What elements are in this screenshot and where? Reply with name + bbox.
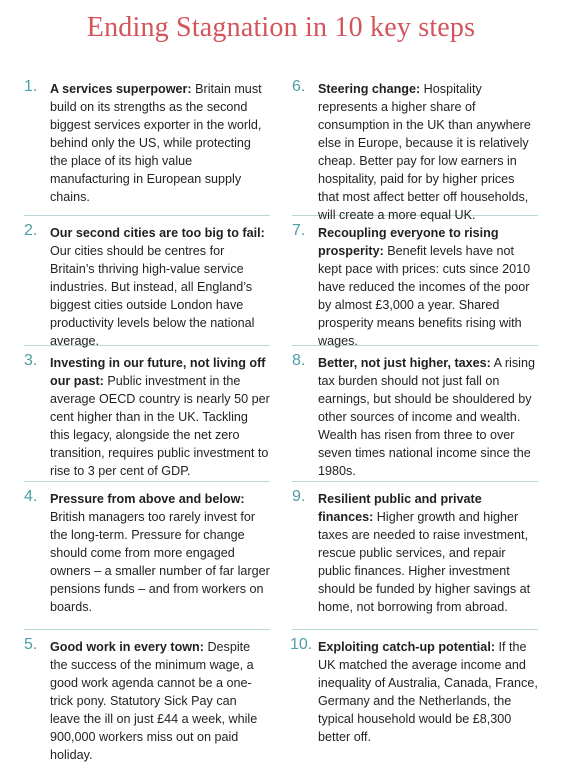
step-body [50,630,270,764]
step-heading: Exploiting catch-up potential: [318,640,496,654]
step-text: A rising tax burden should not just fall on earnings, but should be shouldered by other sources of income and wealth. Wealth has risen from three to over seven times national income since the 1980s. [318,356,535,478]
step-number: 9. [292,488,306,505]
step-3 [24,346,270,482]
step-heading: Better, not just higher, taxes: [318,356,491,370]
step-heading: Good work in every town: [50,640,204,654]
step-number: 7. [292,222,306,239]
step-number: 5. [24,636,38,653]
step-text: Hospitality represents a higher share of consumption in the UK than anywhere else in Europe, because it is relatively cheap. Better pay for low earners in hospitality, paid for by higher prices that most affect better off households, will create a more equal UK. [318,82,531,222]
step-text: Britain must build on its strengths as the second biggest services exporter in the world, behind only the US, while protecting the place of its high value manufacturing in European supply chains. [50,82,262,204]
step-text: Despite the success of the minimum wage, a good work agenda cannot be a one-trick pony. Statutory Sick Pay can leave the ill on just £44 a week, while 900,000 workers miss out on paid holiday. [50,640,258,762]
step-text: British managers too rarely invest for the long-term. Pressure for change should come from more engaged owners – a smaller number of far larger pensions funds – and from workers on boards. [50,510,270,614]
step-number: 4. [24,488,38,505]
step-1 [24,72,270,216]
step-7 [292,216,538,346]
page-title: Ending Stagnation in 10 key steps [86,12,476,43]
step-number: 1. [24,78,38,95]
step-6 [292,72,538,222]
step-number: 10. [290,636,313,653]
step-2 [24,216,270,346]
step-body [50,346,270,480]
step-10 [292,630,538,747]
step-8 [292,346,538,482]
step-5 [24,630,270,762]
step-heading: Recoupling everyone to rising prosperity: [318,226,499,258]
step-text: Higher growth and higher taxes are needed to raise investment, rescue public services, and repair public finances. Higher investment should be funded by higher savings at home, not borrowing from abroad. [318,510,531,614]
step-body [318,630,538,746]
step-text: Public investment in the average OECD country is nearly 50 per cent higher than in the UK. Tackling this legacy, alongside the net zero transition, requires public investment to rise to 3 per cent of GDP. [50,374,270,478]
step-text: If the UK matched the average income and inequality of Australia, Canada, France, Germany and the Netherlands, the typical household would be £8,300 better off. [318,640,538,744]
step-body [50,216,270,350]
step-body [318,346,538,480]
step-heading: Steering change: [318,82,421,96]
step-9 [292,482,538,630]
step-body [50,72,270,206]
step-text: Our cities should be centres for Britain’s thriving high-value service industries. But instead, all England’s biggest cities outside London have productivity levels below the national average. [50,244,255,348]
step-heading: Investing in our future, not living off our past: [50,356,266,388]
step-number: 2. [24,222,38,239]
step-heading: Resilient public and private finances: [318,492,482,524]
step-number: 3. [24,352,38,369]
step-heading: Our second cities are too big to fail: [50,226,265,240]
step-heading: Pressure from above and below: [50,492,245,506]
step-number: 6. [292,78,306,95]
steps-grid [24,72,538,762]
step-heading: A services superpower: [50,82,192,96]
step-body [318,72,538,224]
step-number: 8. [292,352,306,369]
step-text: Benefit levels have not kept pace with prices: cuts since 2010 have reduced the incomes of the poor by almost £3,000 a year. Shared prosperity means benefits rising with wages. [318,244,531,348]
step-body [318,216,538,350]
step-4 [24,482,270,630]
step-body [318,482,538,616]
step-body [50,482,270,616]
